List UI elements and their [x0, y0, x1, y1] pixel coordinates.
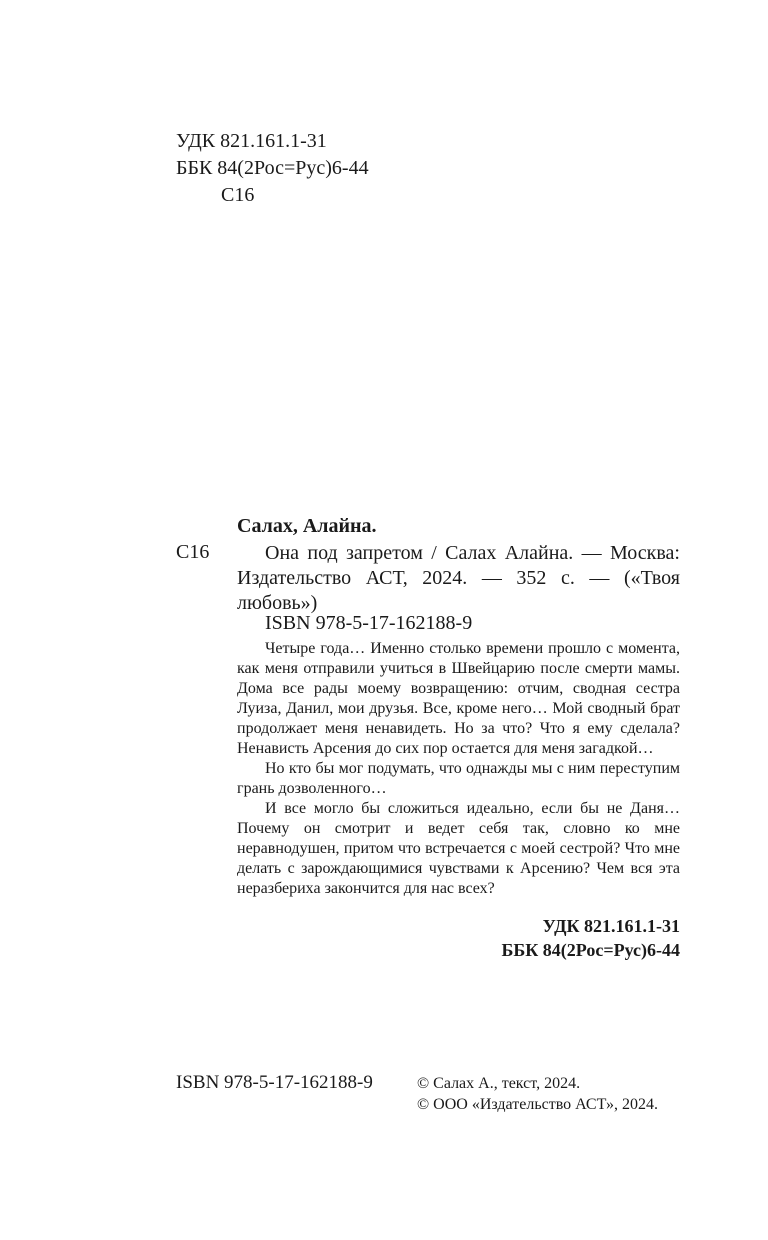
bbk-code: ББК 84(2Рос=Рус)6-44	[176, 157, 369, 179]
copyright-text: © Салах А., текст, 2024.	[417, 1075, 581, 1092]
copyright-block	[417, 1073, 658, 1115]
author-name: Салах, Алайна.	[237, 515, 377, 537]
description-text: Она под запретом / Салах Алайна. — Москва: Издательство АСТ, 2024. — 352 с. — («Твоя любовь»)	[237, 542, 680, 614]
entry-author-mark: С16	[176, 541, 210, 563]
bibliographic-description	[237, 541, 680, 616]
udk-code: УДК 821.161.1-31	[176, 130, 327, 152]
bbk-code-bottom: ББК 84(2Рос=Рус)6-44	[501, 940, 680, 960]
classification-codes-top	[176, 128, 369, 209]
author-mark: С16	[221, 184, 255, 206]
isbn-bottom: ISBN 978-5-17-162188-9	[176, 1072, 373, 1093]
copyright-publisher: © ООО «Издательство АСТ», 2024.	[417, 1096, 658, 1113]
annotation-paragraph: Но кто бы мог подумать, что однажды мы с ним переступим грань дозволенного…	[237, 760, 680, 797]
udk-code-bottom: УДК 821.161.1-31	[542, 916, 680, 936]
annotation	[237, 639, 680, 899]
entry-isbn: ISBN 978-5-17-162188-9	[265, 612, 473, 634]
classification-codes-bottom	[501, 914, 680, 962]
annotation-paragraph: Четыре года… Именно столько времени прошло с момента, как меня отправили учиться в Швейцарию после смерти мамы. Дома все рады моему возвращению: отчим, сводная сестра Луиза, Данил, мои друзья. Все, кроме него… Мой сводный брат продолжает меня ненавидеть. Но за что? Что я ему сделала? Ненависть Арсения до сих пор остается для меня загадкой…	[237, 640, 680, 757]
annotation-paragraph: И все могло бы сложиться идеально, если бы не Даня… Почему он смотрит и ведет себя так, словно ко мне неравнодушен, притом что встречается с моей сестрой? Что мне делать с зарождающимися чувствами к Арсению? Чем вся эта неразбериха закончится для нас всех?	[237, 800, 680, 897]
